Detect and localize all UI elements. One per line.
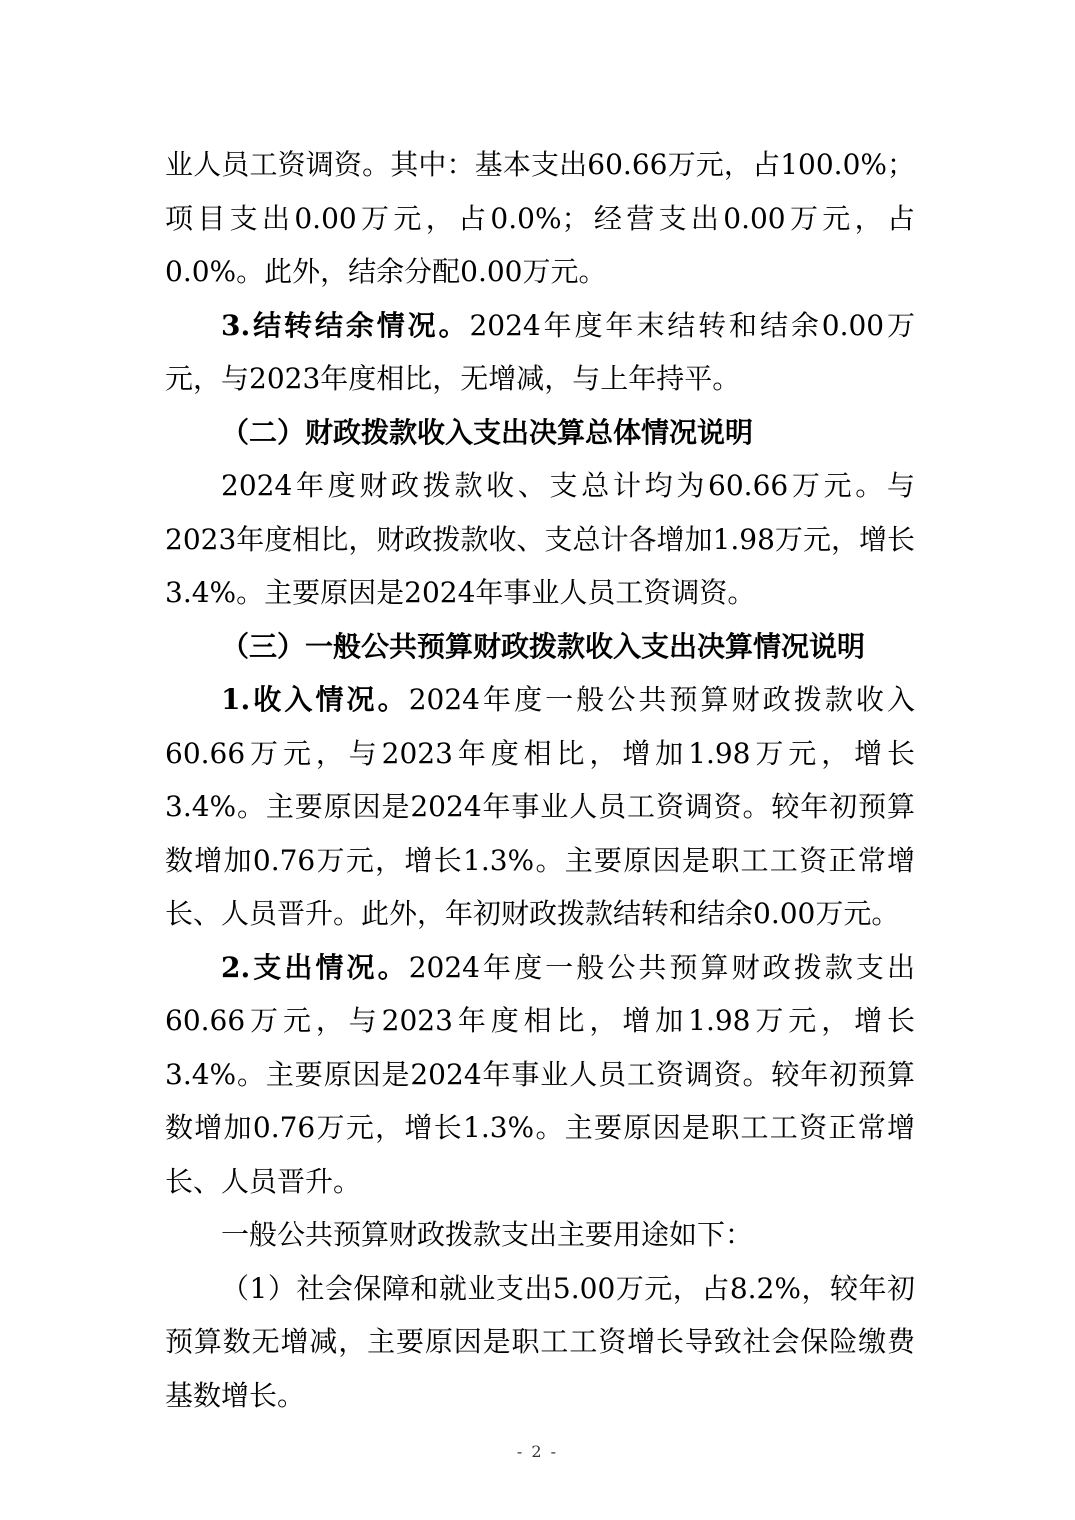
section-heading-fiscal-overall: （二）财政拨款收入支出决算总体情况说明: [221, 415, 754, 449]
paragraph-fiscal-overall: 2024年度财政拨款收、支总计均为60.66万元。与2023年度相比，财政拨款收、支总计各增加1.98万元，增长3.4%。主要原因是2024年事业人员工资调资。: [165, 469, 915, 609]
paragraph-lead-carryover: 3.结转结余情况。: [221, 308, 470, 342]
paragraph-expenditure: [165, 941, 915, 1209]
section-heading-general-budget: （三）一般公共预算财政拨款收入支出决算情况说明: [221, 629, 866, 663]
page-number: - 2 -: [516, 1442, 559, 1461]
paragraph-expenditure-detail: 业人员工资调资。其中：基本支出60.66万元，占100.0%；项目支出0.00万元，占0.0%；经营支出0.00万元，占0.0%。此外，结余分配0.00万元。: [165, 148, 915, 288]
paragraph-social-security: （1）社会保障和就业支出5.00万元，占8.2%，较年初预算数无增减，主要原因是职工工资增长导致社会保险缴费基数增长。: [165, 1271, 915, 1412]
paragraph-lead-income: 1.收入情况。: [221, 683, 409, 716]
paragraph-text-expenditure: 2024年度一般公共预算财政拨款支出60.66万元，与2023年度相比，增加1.98万元，增长3.4%。主要原因是2024年事业人员工资调资。较年初预算数增加0.76万元，增长1.3%。主要原因是职工工资正常增长、人员晋升。: [165, 950, 915, 1198]
paragraph-text-income: 2024年度一般公共预算财政拨款收入60.66万元，与2023年度相比，增加1.98万元，增长3.4%。主要原因是2024年事业人员工资调资。较年初预算数增加0.76万元，增长1.3%。主要原因是职工工资正常增长、人员晋升。此外，年初财政拨款结转和结余0.00万元。: [165, 683, 915, 930]
paragraph-lead-expenditure: 2.支出情况。: [221, 950, 409, 984]
paragraph-carryover: [165, 299, 915, 406]
document-body: [165, 138, 915, 1422]
paragraph-text-carryover: 2024年度年末结转和结余0.00万元，与2023年度相比，无增减，与上年持平。: [165, 308, 916, 395]
paragraph-income: [165, 673, 915, 941]
paragraph-uses-intro: 一般公共预算财政拨款支出主要用途如下：: [221, 1218, 754, 1251]
